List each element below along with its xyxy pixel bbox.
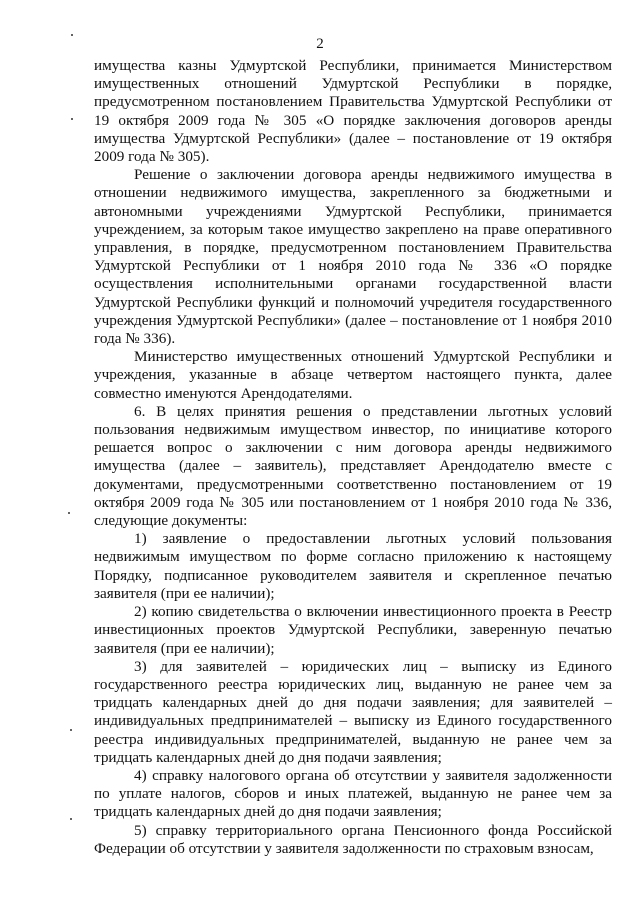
- scan-mark: [70, 729, 72, 731]
- page-number: 2: [316, 36, 324, 52]
- paragraph: имущества казны Удмуртской Республики, принимается Министерством имущественных отношений Удмуртской Республики в порядке, предусмотренном постановлением Правительства Удмуртской Республики от 19 октября 2009 года № 305 «О порядке заключения договоров аренды имущества Удмуртской Республики» (далее – постановление от 19 октября 2009 года № 305).: [94, 57, 612, 166]
- scan-mark: [70, 818, 72, 820]
- list-item: 4) справку налогового органа об отсутствии у заявителя задолженности по уплате налогов, сборов и иных платежей, выданную не ранее чем за тридцать календарных дней до дня подачи заявления;: [94, 766, 612, 821]
- document-body: [94, 57, 612, 858]
- list-item: 3) для заявителей – юридических лиц – выписку из Единого государственного реестра юридических лиц, выданную не ранее чем за тридцать календарных дней до дня подачи заявления; для заявителей – индивидуальных предпринимателей – выписку из Единого государственного реестра индивидуальных предпринимателей, выданную не ранее чем за тридцать календарных дней до дня подачи заявления;: [94, 657, 612, 766]
- paragraph: Решение о заключении договора аренды недвижимого имущества в отношении недвижимого имущества, закрепленного за бюджетными и автономными учреждениями Удмуртской Республики, принимается учреждением, за которым такое имущество закреплено на праве оперативного управления, в порядке, предусмотренном постановлением Правительства Удмуртской Республики от 1 ноября 2010 года № 336 «О порядке осуществления исполнительными органами государственной власти Удмуртской Республики функций и полномочий учредителя государственного учреждения Удмуртской Республики» (далее – постановление от 1 ноября 2010 года № 336).: [94, 166, 612, 348]
- scan-mark: [71, 118, 73, 120]
- list-item: 2) копию свидетельства о включении инвестиционного проекта в Реестр инвестиционных проектов Удмуртской Республики, заверенную печатью заявителя (при ее наличии);: [94, 603, 612, 657]
- paragraph: Министерство имущественных отношений Удмуртской Республики и учреждения, указанные в абзаце четвертом настоящего пункта, далее совместно именуются Арендодателями.: [94, 348, 612, 402]
- scan-mark: [68, 512, 70, 514]
- list-item: 1) заявление о предоставлении льготных условий пользования недвижимым имуществом по форме согласно приложению к настоящему Порядку, подписанное руководителем заявителя и скрепленное печатью заявителя (при ее наличии);: [94, 530, 612, 602]
- list-item: 5) справку территориального органа Пенсионного фонда Российской Федерации об отсутствии у заявителя задолженности по страховым взносам,: [94, 821, 612, 857]
- paragraph: 6. В целях принятия решения о представлении льготных условий пользования недвижимым имуществом инвестор, по инициативе которого решается вопрос о заключении с ним договора аренды недвижимого имущества (далее – заявитель), представляет Арендодателю вместе с документами, предусмотренными соответственно постановлением от 19 октября 2009 года № 305 или постановлением от 1 ноября 2010 года № 336, следующие документы:: [94, 402, 612, 530]
- scan-mark: [71, 34, 73, 36]
